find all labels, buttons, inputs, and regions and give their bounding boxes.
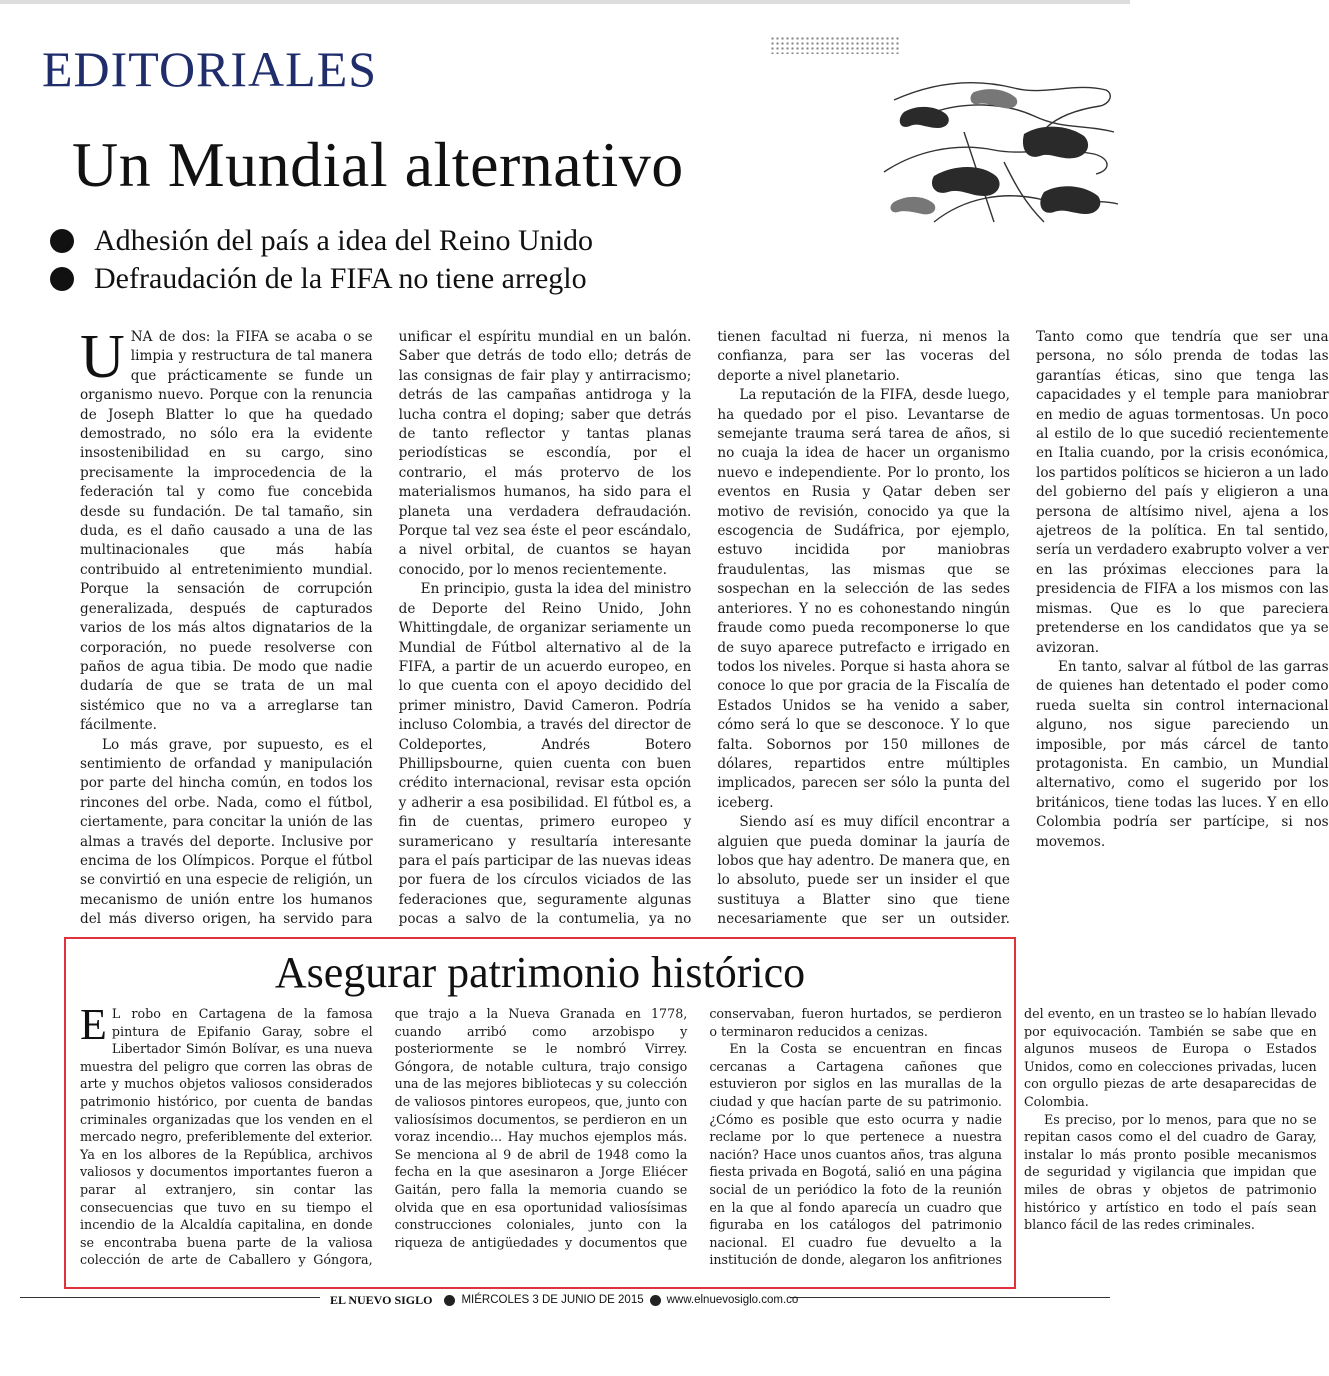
footer-date: MIÉRCOLES 3 DE JUNIO DE 2015 xyxy=(461,1294,644,1306)
dropcap: U xyxy=(80,323,125,391)
editorial-paragraph: En principio, gusta la idea del ministro de Deporte del Reino Unido, John Whittingdale, de organizar seriamente un Mundial de Fútbol alternativo al de la FIFA, a partir de un acuerdo europeo, en lo que cuenta con el apoyo decidido del primer ministro, David Cameron. Podría incluso Colombia, a través del director de Coldeportes, Andrés Botero Phillipsbourne, quien cuenta con buen crédito internacional, revisar esta opción y adherir a esa posibilidad. El fútbol es, a fin de cuentas, primero europeo y suramericano y resultaría interesante para el país participar de las nuevas ideas por fuera de los círculos viciados de las federaciones que, seguramente algunas pocas a salvo de la contumelia, ya no tienen facultad ni fuerza, ni menos la confianza, para ser las voceras del deporte a nivel planetario. xyxy=(398,329,1010,928)
footer-url: www.elnuevosiglo.com.co xyxy=(666,1294,799,1306)
editorial-body xyxy=(80,323,1329,934)
subhead-item xyxy=(50,222,593,260)
footer-rule-left xyxy=(20,1297,320,1298)
dot-pattern xyxy=(770,36,900,54)
paragraph-text: L robo en Cartagena de la famosa pintura de Epifanio Garay, sobre el Libertador Simón Bolívar, es una nueva muestra del peligro que corren las obras de arte y muchos objetos valiosos considerados patrimonio histórico, por cuenta de bandas criminales organizadas que los venden en el mercado negro, preferiblemente del exterior. Ya en los albores de la República, archivos valiosos y documentos importantes fueron a parar al extranjero, sin contar las consecuencias que tuvo en su tiempo el incendio de la Alcaldía capitalina, en donde se encontraba buena parte de la valiosa colección de arte de Caballero y Góngora, que trajo a la Nueva Granada en 1778, cuando arribó como arzobispo y posteriormente se le nombró Virrey. Góngora, de notable cultura, trajo consigo una de las mejores bibliotecas y su colección de valiosos pintores europeos, que, junto con valiosísimos documentos, se perdieron en un voraz incendio... Hay muchos ejemplos más. Se menciona al 9 de abril de 1948 como la fecha en la que asesinaron a Jorge Eliécer Gaitán, pero falla la memoria cuando se olvida que en esa oportunidad valiosísimas construcciones coloniales, junto con la riqueza de antigüedades y documentos que conservaban, fueron hurtados, se perdieron o terminaron reducidos a cenizas. xyxy=(80,1006,1002,1268)
top-rule xyxy=(0,0,1130,4)
subhead-text: Adhesión del país a idea del Reino Unido xyxy=(94,224,594,257)
box-headline: Asegurar patrimonio histórico xyxy=(274,948,806,997)
editorial-paragraph xyxy=(80,323,373,736)
dot-separator-icon xyxy=(650,1295,661,1306)
editorial-paragraph: En tanto, salvar al fútbol de las garras de quienes han detentado el poder como rueda suelta sin control internacional alguno, nos sigue pareciendo un imposible, por más cárcel de tanto protagonista. En cambio, un Mundial alternativo, como el sugerido por los británicos, tiene todas las luces. Y en ello Colombia podría ser partícipe, si nos movemos. xyxy=(1035,658,1329,850)
box-paragraph: En la Costa se encuentran en fincas cercanas a Cartagena cañones que estuvieron por siglos en las murallas de la ciudad y que hacían parte de su patrimonio. ¿Cómo es posible que esto ocurra y nadie reclame por lo que pertenece a nuestra nación? Hace unos cuantos años, tras alguna fiesta privada en Bogotá, salió en una página social de un periódico la foto de la reunión en la que al fondo aparecía un cuadro que figuraba en los catálogos del patrimonio nacional. El cuadro fue devuelto a la institución de donde, alegaron los anfitriones del evento, en un trasteo se lo habían llevado por equivocación. También se sabe que en algunos museos de Europa o Estados Unidos, como en colecciones privadas, lucen con orgullo piezas de arte desaparecidas de Colombia. xyxy=(709,1006,1317,1268)
horses-icon xyxy=(874,72,1124,242)
footer-rule-right xyxy=(790,1297,1110,1298)
heritage-editorial-box xyxy=(64,937,1317,1289)
box-body xyxy=(80,1000,1317,1281)
editorial-paragraph: Siendo así es muy difícil encontrar a alguien que pueda dominar la jauría de lobos que hay adentro. De manera que, en lo absoluto, puede ser un insider el que sustituya a Blatter sino que tiene necesariamente que ser un outsider. Tanto como que tendría que ser una persona, no sólo prenda de todas las garantías éticas, sino que tenga las capacidades y el temple para maniobrar en medio de aguas tormentosas. Un poco al estilo de lo que sucedió recientemente en Italia cuando, por la crisis económica, los partidos políticos se hicieron a un lado del gobierno del país y eligieron a una persona de altísimo nivel, ajena a los ajetreos de la política. En tal sentido, sería un verdadero exabrupto volver a ver en las próximas elecciones para la presidencia de FIFA a los mismos con las mismas. Que es lo que pareciera pretenderse en los candidatos que ya se avizoran. xyxy=(717,329,1329,928)
editorial-paragraph: Lo más grave, por supuesto, es el sentimiento de orfandad y manipulación por parte del hincha común, en todos los rincones del orbe. Nada, como el fútbol, ciertamente, para concitar la unión de las almas a través del deporte. Inclusive por encima de los Olímpicos. Porque el fútbol se convirtió en una especie de religión, un mecanismo de unión entre los humanos del más diverso origen, ha servido para unificar el espíritu mundial en un balón. Saber que detrás de todo ello; detrás de las consignas de fair play y antirracismo; detrás de las campañas antidroga y la lucha contra el doping; saber que detrás de tanto reflector y tantas planas periodísticas se escondía, por el contrario, el más protervo de los materialismos humanos, ha sido para el planeta una verdadera defraudación. Porque tal vez sea éste el peor escándalo, a nivel orbital, de cuantos se hayan conocido, por lo menos recientemente. xyxy=(80,329,692,928)
dot-separator-icon xyxy=(444,1295,455,1306)
dropcap: E xyxy=(80,1000,107,1049)
subhead-list xyxy=(50,222,593,298)
section-label: EDITORIALES xyxy=(42,41,378,97)
subhead-item xyxy=(50,260,593,298)
page-footer xyxy=(330,1290,798,1310)
box-paragraph: Es preciso, por lo menos, para que no se repitan casos como el del cuadro de Garay, instalar lo más pronto posible mecanismos de seguridad y vigilancia que impidan que miles de obras y objetos de patrimonio histórico y artístico en todo el país sean blanco fácil de las redes criminales. xyxy=(1023,1111,1317,1233)
subhead-text: Defraudación de la FIFA no tiene arreglo xyxy=(94,262,587,295)
paragraph-text: NA de dos: la FIFA se acaba o se limpia y restructura de tal manera que prácticamente se funde un organismo nuevo. Porque con la renuncia de Joseph Blatter lo que ha quedado demostrado, no sólo era la evidente insostenibilidad en su cargo, sino precisamente la improcedencia de la federación tal y como fue concebida desde su fundación. De tal tamaño, sin duda, es el daño causado a una de las multinacionales que más había contribuido al entretenimiento mundial. Porque la sensación de corrupción generalizada, después de capturados varios de los más altos dignatarios de la corporación, no puede resolverse con paños de agua tibia. De modo que nadie dudaría de que se trata de un mal sistémico que no va a arreglarse tan fácilmente. xyxy=(80,329,373,734)
editorial-paragraph: La reputación de la FIFA, desde luego, ha quedado por el piso. Levantarse de semejante trauma será tarea de años, si no cuaja la idea de hacer un organismo nuevo e independiente. Por lo pronto, los eventos en Rusia y Qatar deben ser motivo de revisión, conocido ya que la escogencia de Sudáfrica, por ejemplo, estuvo incidida por maniobras fraudulentas, las mismas que se sospechan en la selección de las sedes anteriores. Y no es cohonestando ningún fraude como pueda recomponerse lo que de suyo aparece putrefacto e irrigado en todos los niveles. Porque si hasta ahora se conoce lo que por gracia de la Fiscalía de Estados Unidos se ha venido a saber, cómo será lo que se desconoce. Y lo que falta. Sobornos por 150 millones de dólares, repartidos entre múltiples implicados, parecen ser sólo la punta del iceberg. xyxy=(717,387,1010,811)
editorial-headline: Un Mundial alternativo xyxy=(72,129,684,200)
bullet-icon xyxy=(50,267,74,291)
footer-brand: EL NUEVO SIGLO xyxy=(330,1292,433,1307)
bullet-icon xyxy=(50,229,74,253)
